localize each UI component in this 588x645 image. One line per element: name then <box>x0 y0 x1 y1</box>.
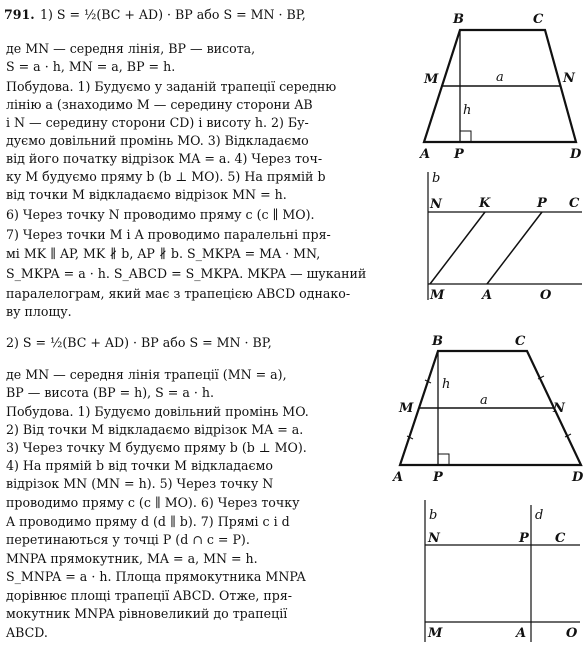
label-b: b <box>432 171 441 186</box>
segment-AP <box>487 212 542 284</box>
label-B: B <box>432 334 443 349</box>
label-N: N <box>430 197 442 212</box>
label-O: O <box>566 626 578 641</box>
label-N: N <box>563 71 575 86</box>
part2-line: 2) S = ½(BC + AD) · BP або S = MN · BP, <box>6 335 272 350</box>
label-D: D <box>570 147 582 162</box>
label-a: a <box>496 70 504 85</box>
label-O: O <box>540 288 552 303</box>
label-K: K <box>479 196 491 211</box>
problem-number: 791. <box>4 7 35 22</box>
label-M: M <box>424 72 439 87</box>
part1-line: S = a · h, MN = a, BP = h. <box>6 59 176 74</box>
label-P: P <box>519 531 529 546</box>
part2-line: 2) Від точки M відкладаємо відрізок MA = a. <box>6 422 304 437</box>
label-h: h <box>442 377 451 392</box>
label-C: C <box>555 531 566 546</box>
label-b: b <box>429 508 438 523</box>
part2-line: відрізок MN (MN = h). 5) Через точку N <box>6 476 274 491</box>
label-h: h <box>463 103 472 118</box>
part1-line: від його початку відрізок MA = a. 4) Через точ- <box>6 151 323 166</box>
part1-line: 1) S = ½(BC + AD) · BP або S = MN · BP, <box>40 7 306 22</box>
parallelogram-figure <box>428 171 582 303</box>
part2-line: 4) На прямій b від точки M відкладаємо <box>6 458 273 473</box>
part2-line: перетинаються у точці P (d ∩ c = P). <box>6 532 250 547</box>
part1-line: від точки M відкладаємо відрізок MN = h. <box>6 187 287 202</box>
part1-line: Побудова. 1) Будуємо у заданій трапеції середню <box>6 79 337 94</box>
part2-line: Побудова. 1) Будуємо довільний промінь MO. <box>6 404 309 419</box>
label-a: a <box>480 393 488 408</box>
label-M: M <box>399 401 414 416</box>
label-A: A <box>516 626 527 641</box>
part1-line: і N — середину сторони CD) і висоту h. 2) Бу- <box>6 115 309 130</box>
part2-line: дорівнює площі трапеції ABCD. Отже, пря- <box>6 588 293 603</box>
part2-line: A проводимо пряму d (d ∥ b). 7) Прямі c і d <box>6 514 290 529</box>
part2-line: проводимо пряму c (c ∥ MO). 6) Через точку <box>6 495 300 510</box>
label-C: C <box>569 196 580 211</box>
part1-line: де MN — середня лінія, BP — висота, <box>6 41 256 56</box>
label-P: P <box>433 470 443 485</box>
right-angle-mark <box>438 454 449 465</box>
label-D: D <box>572 470 584 485</box>
part1-line: ку M будуємо пряму b (b ⊥ MO). 5) На прямій b <box>6 169 326 184</box>
label-N: N <box>428 531 440 546</box>
part2-line: MNPA прямокутник, MA = a, MN = h. <box>6 551 258 566</box>
label-A: A <box>482 288 493 303</box>
label-P: P <box>537 196 547 211</box>
part2-line: 3) Через точку M будуємо пряму b (b ⊥ MO). <box>6 440 307 455</box>
segment-MK <box>430 212 485 284</box>
part1-line: мі MK ∥ AP, MK ∦ b, AP ∦ b. S_MKPA = MA · MN, <box>6 246 321 261</box>
label-A: A <box>420 147 431 162</box>
trapezoid-figure-1 <box>418 12 582 162</box>
part2-line: де MN — середня лінія трапеції (MN = a), <box>6 367 287 382</box>
part1-line: 6) Через точку N проводимо пряму c (c ∥ MO). <box>6 207 315 222</box>
label-N: N <box>553 401 565 416</box>
part2-line: BP — висота (BP = h), S = a · h. <box>6 385 214 400</box>
label-P: P <box>454 147 464 162</box>
label-M: M <box>428 626 443 641</box>
part1-line: дуємо довільний промінь MO. 3) Відкладаємо <box>6 133 309 148</box>
label-C: C <box>515 334 526 349</box>
label-d: d <box>535 508 544 523</box>
part2-line: S_MNPA = a · h. Площа прямокутника MNPA <box>6 569 306 584</box>
part1-line: паралелограм, який має з трапецією ABCD однако- <box>6 286 351 301</box>
rectangle-figure <box>425 500 580 642</box>
part1-line: 7) Через точки M і A проводимо паралельні пря- <box>6 227 331 242</box>
part1-line: S_MKPA = a · h. S_ABCD = S_MKPA. MKPA — шуканий <box>6 266 367 281</box>
part2-line: ABCD. <box>6 625 48 640</box>
part1-line: лінію a (знаходимо M — середину сторони AB <box>6 97 313 112</box>
label-B: B <box>453 12 464 27</box>
part2-line: мокутник MNPA рівновеликий до трапеції <box>6 606 288 621</box>
right-angle-mark <box>460 131 471 142</box>
label-A: A <box>393 470 404 485</box>
label-M: M <box>430 288 445 303</box>
part1-line: ву площу. <box>6 304 72 319</box>
trapezoid-figure-2 <box>391 334 584 485</box>
label-C: C <box>533 12 544 27</box>
